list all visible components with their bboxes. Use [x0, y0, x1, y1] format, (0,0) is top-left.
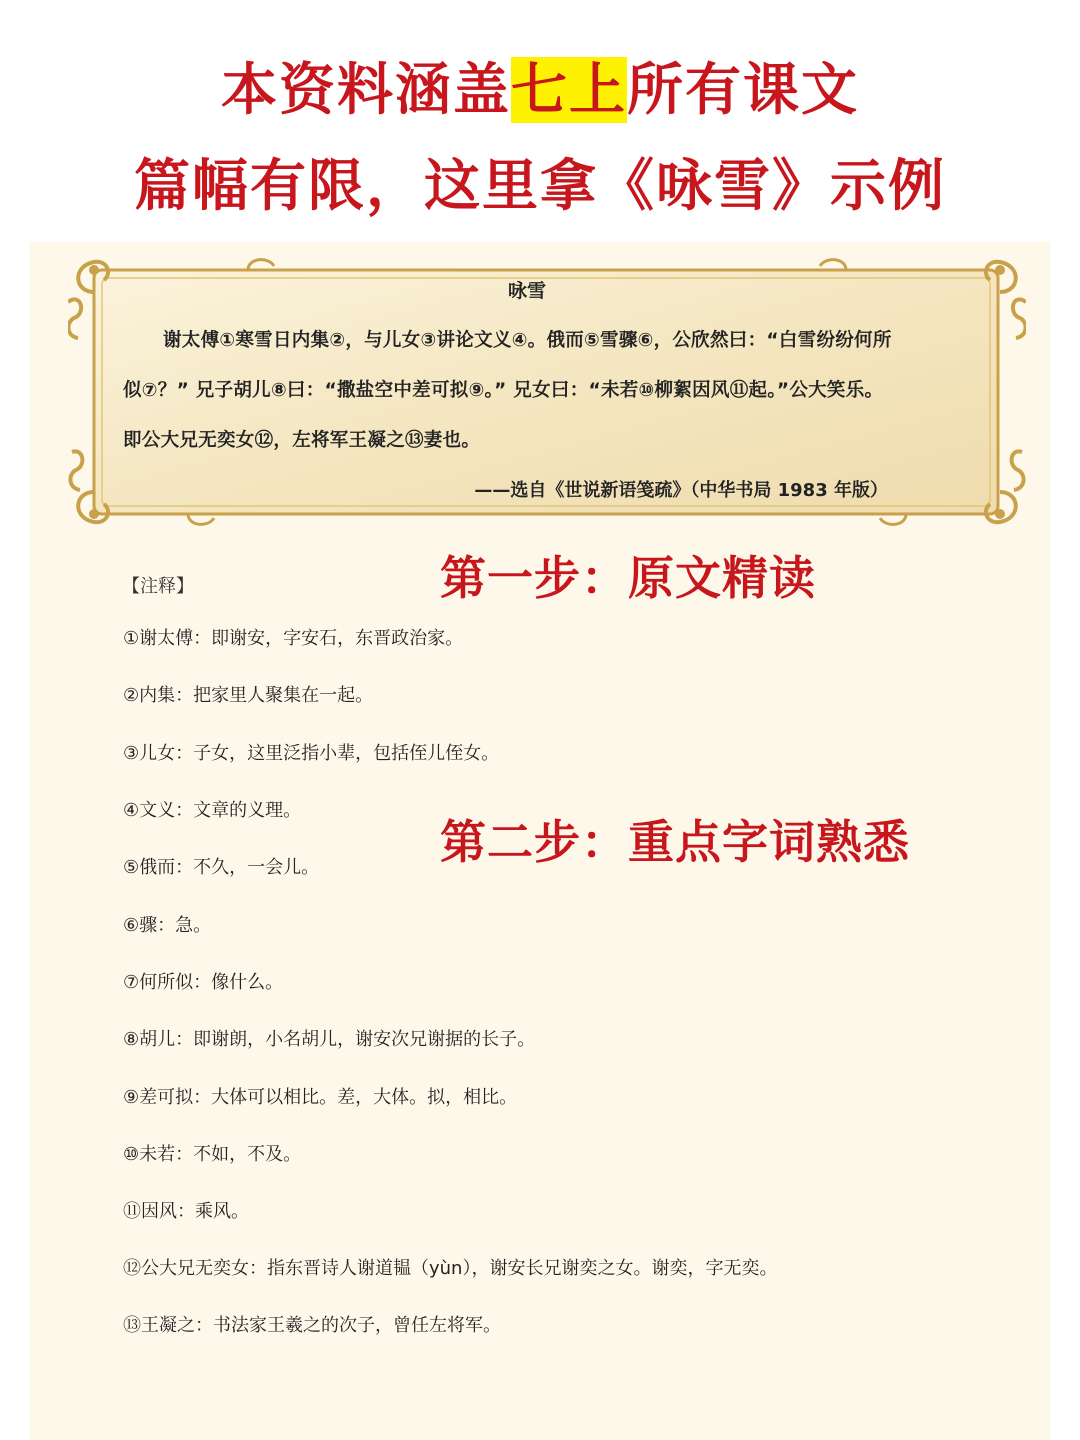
poem-line: 即公大兄无奕女⑫，左将军王凝之⑬妻也。: [123, 430, 481, 451]
note-item: ③儿女：子女，这里泛指小辈，包括侄儿侄女。: [123, 743, 500, 764]
note-item: ⑬王凝之：书法家王羲之的次子，曾任左将军。: [123, 1315, 501, 1336]
headline-coverage: [0, 54, 1080, 126]
notes-heading: 【注释】: [122, 576, 194, 597]
note-item: ⑪因风：乘风。: [123, 1201, 249, 1222]
poem-title: 咏雪: [507, 280, 546, 302]
headline-coverage-after: 所有课文: [627, 57, 859, 123]
note-item: ②内集：把家里人聚集在一起。: [123, 685, 374, 706]
headline-example: 篇幅有限，这里拿《咏雪》示例: [134, 153, 946, 219]
poem-frame: [68, 252, 1026, 532]
poem-source: ——选自《世说新语笺疏》（中华书局 1983 年版）: [474, 480, 888, 501]
note-item: ①谢太傅：即谢安，字安石，东晋政治家。: [123, 628, 464, 649]
note-item: ⑤俄而：不久，一会儿。: [123, 857, 320, 878]
headline-coverage-before: 本资料涵盖: [221, 57, 511, 123]
note-item: ④文义：文章的义理。: [123, 800, 302, 821]
poem-line: 似⑦？” 兄子胡儿⑧曰：“撒盐空中差可拟⑨。” 兄女曰：“未若⑩柳絮因风⑪起。”公大笑乐。: [123, 380, 884, 401]
note-item: ⑥骤：急。: [123, 915, 212, 936]
note-item: ⑦何所似：像什么。: [123, 972, 284, 993]
note-item: ⑨差可拟：大体可以相比。差，大体。拟，相比。: [123, 1087, 518, 1108]
note-item: ⑧胡儿：即谢朗，小名胡儿，谢安次兄谢据的长子。: [123, 1029, 536, 1050]
poem-line: 谢太傅①寒雪日内集②，与儿女③讲论文义④。俄而⑤雪骤⑥，公欣然曰：“白雪纷纷何所: [163, 330, 892, 351]
step-two-label: 第二步：重点字词熟悉: [440, 815, 910, 869]
headline-grade-highlight: 七上: [511, 57, 627, 123]
note-item: ⑫公大兄无奕女：指东晋诗人谢道韫（yùn），谢安长兄谢奕之女。谢奕，字无奕。: [123, 1258, 778, 1279]
step-one-label: 第一步：原文精读: [440, 551, 816, 605]
poem-content: [68, 252, 1026, 532]
note-item: ⑩未若：不如，不及。: [123, 1144, 302, 1165]
